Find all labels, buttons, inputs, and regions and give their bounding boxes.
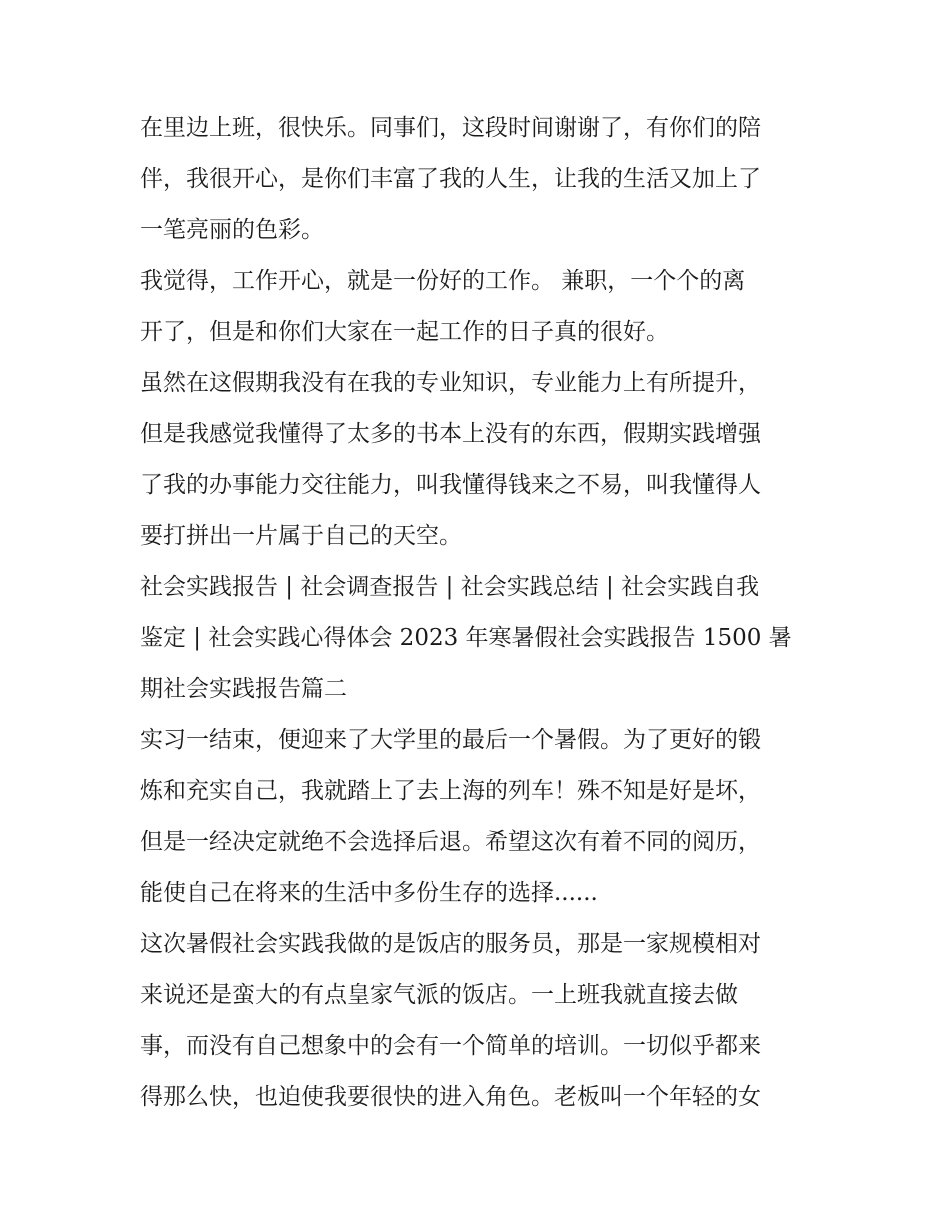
text-line: 期社会实践报告篇二 bbox=[140, 676, 347, 702]
text-line: 但是一经决定就绝不会选择后退。希望这次有着不同的阅历， bbox=[140, 829, 761, 855]
text-line: 社会实践报告 | 社会调查报告 | 社会实践总结 | 社会实践自我 bbox=[140, 574, 760, 600]
text-line: 我觉得，工作开心，就是一份好的工作。 兼职，一个个的离 bbox=[140, 268, 746, 294]
text-line: 得那么快，也迫使我要很快的进入角色。老板叫一个年轻的女 bbox=[140, 1084, 761, 1110]
text-line: 来说还是蛮大的有点皇家气派的饭店。一上班我就直接去做 bbox=[140, 982, 738, 1008]
text-line: 要打拼出一片属于自己的天空。 bbox=[140, 523, 462, 549]
text-line: 这次暑假社会实践我做的是饭店的服务员，那是一家规模相对 bbox=[140, 931, 761, 957]
document-body bbox=[140, 103, 820, 1123]
text-line: 能使自己在将来的生活中多份生存的选择...... bbox=[140, 880, 598, 906]
text-line: 在里边上班，很快乐。同事们，这段时间谢谢了，有你们的陪 bbox=[140, 115, 761, 141]
text-line: 虽然在这假期我没有在我的专业知识，专业能力上有所提升， bbox=[140, 370, 761, 396]
text-line: 但是我感觉我懂得了太多的书本上没有的东西，假期实践增强 bbox=[140, 421, 761, 447]
text-line: 一笔亮丽的色彩。 bbox=[140, 217, 324, 243]
text-line: 实习一结束，便迎来了大学里的最后一个暑假。为了更好的锻 bbox=[140, 727, 761, 753]
text-line: 事，而没有自己想象中的会有一个简单的培训。一切似乎都来 bbox=[140, 1033, 761, 1059]
text-line: 了我的办事能力交往能力，叫我懂得钱来之不易，叫我懂得人 bbox=[140, 472, 761, 498]
text-line: 开了，但是和你们大家在一起工作的日子真的很好。 bbox=[140, 319, 669, 345]
text-line: 炼和充实自己，我就踏上了去上海的列车！殊不知是好是坏， bbox=[140, 778, 761, 804]
text-line: 伴，我很开心，是你们丰富了我的人生，让我的生活又加上了 bbox=[140, 166, 761, 192]
text-line: 鉴定 | 社会实践心得体会 2023 年寒暑假社会实践报告 1500 暑 bbox=[140, 625, 792, 651]
